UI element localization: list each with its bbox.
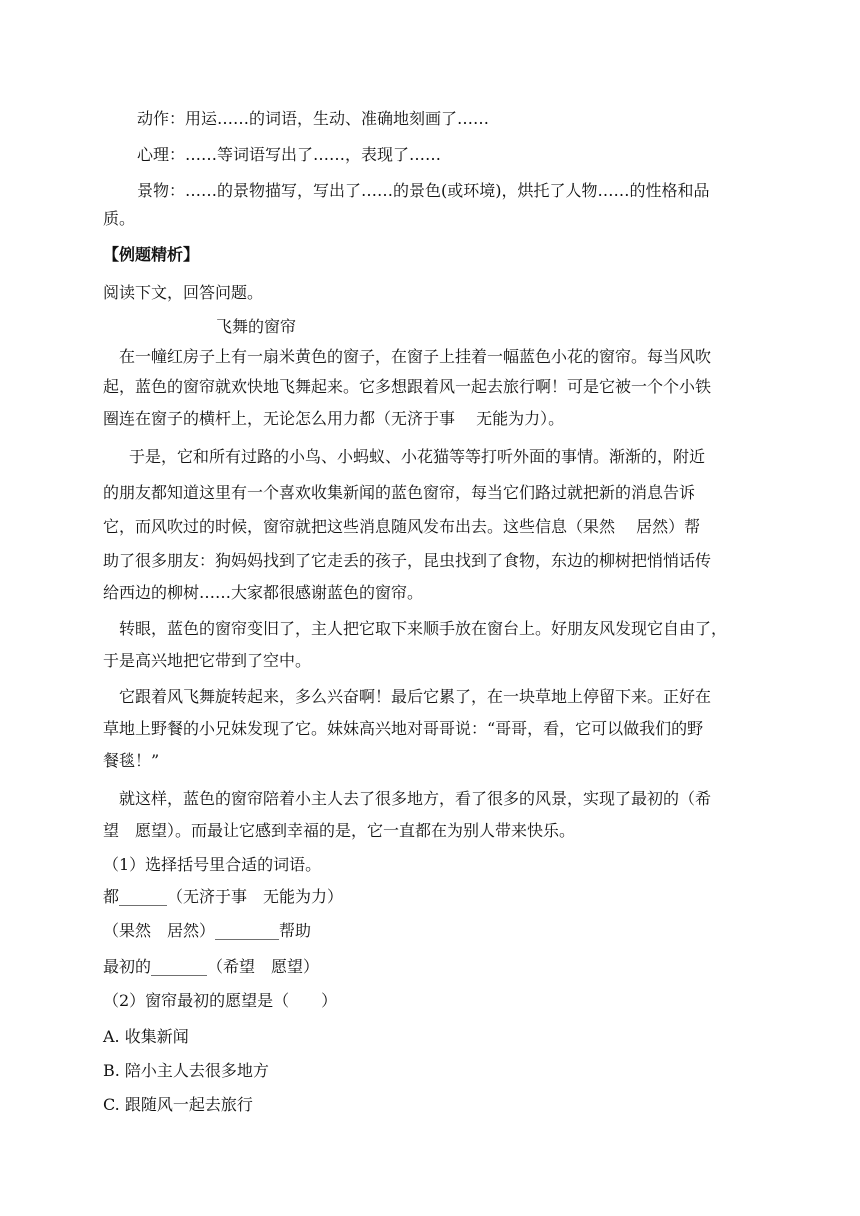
- question-1-blank-b: （果然 居然）________帮助: [103, 921, 312, 940]
- reading-instruction: 阅读下文，回答问题。: [103, 283, 264, 302]
- story-line: 转眼，蓝色的窗帘变旧了，主人把它取下来顺手放在窗台上。好朋友风发现它自由了，: [119, 619, 728, 638]
- story-title: 飞舞的窗帘: [216, 317, 297, 336]
- method-scene-line-2: 质。: [103, 209, 136, 228]
- story-line: 在一幢红房子上有一扇米黄色的窗子，在窗子上挂着一幅蓝色小花的窗帘。每当风吹: [119, 347, 712, 366]
- story-line: 圈连在窗子的横杆上，无论怎么用力都（无济于事 无能为力）。: [103, 409, 565, 428]
- story-line: 就这样，蓝色的窗帘陪着小主人去了很多地方，看了很多的风景，实现了最初的（希: [119, 789, 712, 808]
- story-line: 草地上野餐的小兄妹发现了它。妹妹高兴地对哥哥说：“哥哥，看，它可以做我们的野: [103, 719, 704, 738]
- story-line: 起，蓝色的窗帘就欢快地飞舞起来。它多想跟着风一起去旅行啊！可是它被一个个小铁: [103, 377, 712, 396]
- story-line: 餐毯！”: [103, 751, 160, 770]
- story-line: 它，而风吹过的时候，窗帘就把这些消息随风发布出去。这些信息（果然 居然）帮: [103, 517, 701, 536]
- method-scene-line-1: 景物：……的景物描写，写出了……的景色(或环境)，烘托了人物……的性格和品: [137, 181, 710, 200]
- question-2-option-b: B. 陪小主人去很多地方: [103, 1061, 269, 1080]
- question-1-blank-c: 最初的_______（希望 愿望）: [103, 957, 320, 976]
- question-2-stem: （2）窗帘最初的愿望是（ ）: [103, 991, 338, 1010]
- section-heading: 【例题精析】: [103, 245, 200, 264]
- question-1-stem: （1）选择括号里合适的词语。: [103, 855, 322, 874]
- story-line: 望 愿望）。而最让它感到幸福的是，它一直都在为别人带来快乐。: [103, 821, 576, 840]
- story-line: 的朋友都知道这里有一个喜欢收集新闻的蓝色窗帘，每当它们路过就把新的消息告诉: [103, 483, 696, 502]
- story-line: 给西边的柳树……大家都很感谢蓝色的窗帘。: [103, 583, 424, 602]
- question-2-option-c: C. 跟随风一起去旅行: [103, 1095, 253, 1114]
- story-line: 于是高兴地把它带到了空中。: [103, 651, 312, 670]
- story-line: 它跟着风飞舞旋转起来，多么兴奋啊！最后它累了，在一块草地上停留下来。正好在: [119, 687, 712, 706]
- story-line: 助了很多朋友：狗妈妈找到了它走丢的孩子，昆虫找到了食物，东边的柳树把悄悄话传: [103, 551, 712, 570]
- method-mind: 心理：……等词语写出了……，表现了……: [137, 145, 442, 164]
- method-action: 动作：用运……的词语，生动、准确地刻画了……: [137, 109, 490, 128]
- story-line: 于是，它和所有过路的小鸟、小蚂蚁、小花猫等等打听外面的事情。渐渐的，附近: [129, 447, 706, 466]
- question-2-option-a: A. 收集新闻: [103, 1027, 189, 1046]
- question-1-blank-a: 都______（无济于事 无能为力）: [103, 887, 344, 906]
